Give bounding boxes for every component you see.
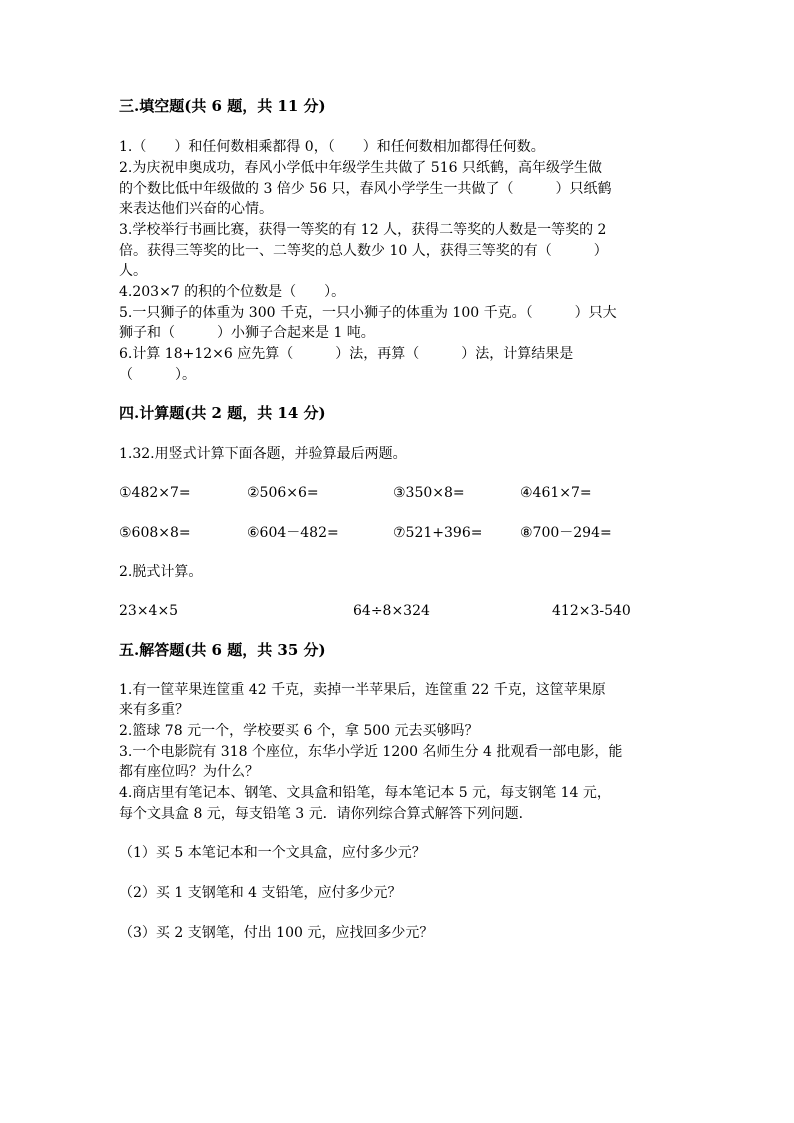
fill-line: 4.203×7 的积的个位数是（ ）。 [119,284,346,300]
calc-expression: 23×4×5 [119,603,179,619]
solve-subquestion: （1）买 5 本笔记本和一个文具盒，应付多少元？ [119,845,426,861]
calc-question: 1.32.用竖式计算下面各题，并验算最后两题。 [119,446,407,462]
solve-line: 都有座位吗？为什么？ [119,764,259,780]
calc-item: ④461×7= [520,485,592,501]
calc-expression: 412×3-540 [552,603,631,619]
fill-line: 人。 [119,263,147,279]
fill-line: 来表达他们兴奋的心情。 [119,201,273,217]
fill-line: 的个数比低中年级做的 3 倍少 56 只，春风小学学生一共做了（ ）只纸鹤 [119,181,612,197]
calc-item: ⑥604－482= [247,525,339,541]
section-heading-fill: 三.填空题(共 6 题，共 11 分) [119,97,326,115]
fill-line: 狮子和（ ）小狮子合起来是 1 吨。 [119,325,375,341]
section-heading-calc: 四.计算题(共 2 题，共 14 分) [119,404,326,422]
calc-item: ⑧700－294= [520,525,612,541]
calc-question: 2.脱式计算。 [119,564,203,580]
solve-line: 每个文具盒 8 元，每支铅笔 3 元．请你列综合算式解答下列问题． [119,806,533,822]
fill-line: （ ）。 [119,367,196,383]
calc-item: ②506×6= [247,485,319,501]
solve-line: 4.商店里有笔记本、钢笔、文具盒和铅笔，每本笔记本 5 元，每支钢笔 14 元， [119,785,611,801]
solve-line: 来有多重？ [119,702,189,718]
calc-item: ①482×7= [119,485,191,501]
solve-subquestion: （3）买 2 支钢笔，付出 100 元，应找回多少元？ [119,925,434,941]
solve-line: 3.一个电影院有 318 个座位，东华小学近 1200 名师生分 4 批观看一部电影，能 [119,744,623,760]
fill-line: 2.为庆祝申奥成功，春风小学低中年级学生共做了 516 只纸鹤，高年级学生做 [119,160,602,176]
section-heading-solve: 五.解答题(共 6 题，共 35 分) [119,641,326,659]
fill-line: 3.学校举行书画比赛，获得一等奖的有 12 人，获得二等奖的人数是一等奖的 2 [119,222,607,238]
calc-item: ⑦521+396= [393,525,483,541]
calc-item: ③350×8= [393,485,465,501]
fill-line: 6.计算 18+12×6 应先算（ ）法，再算（ ）法，计算结果是 [119,346,574,362]
solve-line: 1.有一筐苹果连筐重 42 千克，卖掉一半苹果后，连筐重 22 千克，这筐苹果原 [119,682,606,698]
calc-item: ⑤608×8= [119,525,191,541]
fill-line: 5.一只狮子的体重为 300 千克，一只小狮子的体重为 100 千克。（ ）只大 [119,305,617,321]
solve-line: 2.篮球 78 元一个，学校要买 6 个，拿 500 元去买够吗？ [119,723,479,739]
fill-line: 倍。获得三等奖的比一、二等奖的总人数少 10 人，获得三等奖的有（ ） [119,243,608,259]
fill-line: 1.（ ）和任何数相乘都得 0，（ ）和任何数相加都得任何数。 [119,139,545,155]
calc-expression: 64÷8×324 [353,603,430,619]
solve-subquestion: （2）买 1 支钢笔和 4 支铅笔，应付多少元？ [119,885,402,901]
